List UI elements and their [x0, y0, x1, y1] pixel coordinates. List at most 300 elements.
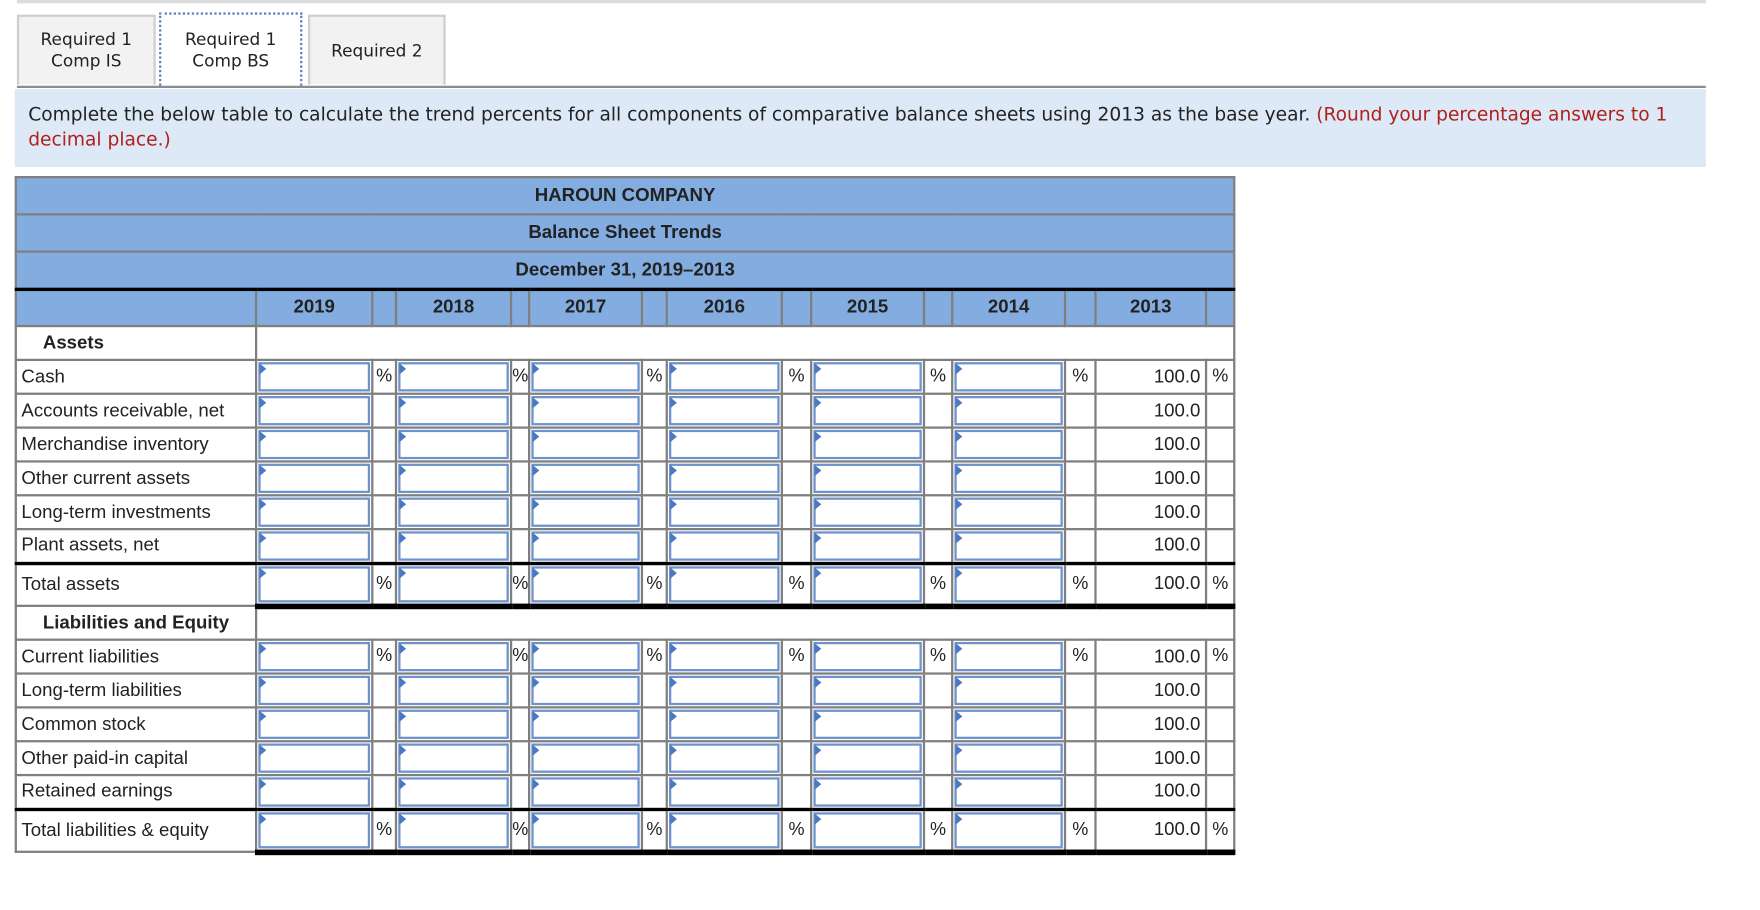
trend-percent-input-2015[interactable] — [813, 362, 921, 391]
trend-cell-2017 — [529, 563, 642, 606]
trend-cell-2019 — [256, 428, 372, 462]
instructions — [15, 89, 1706, 167]
trend-cell-2014 — [952, 495, 1065, 529]
tab-label-line2: Comp IS — [51, 50, 122, 72]
row-label: Total assets — [16, 563, 256, 606]
row-label: Other current assets — [16, 461, 256, 495]
percent-sign — [1065, 529, 1095, 563]
trend-percent-input-2016[interactable] — [669, 430, 780, 459]
percent-sign: % — [642, 563, 667, 606]
percent-sign — [1065, 741, 1095, 775]
percent-sign — [1206, 428, 1234, 462]
trend-percent-input-2016[interactable] — [669, 743, 780, 772]
percent-sign: % — [1206, 809, 1234, 852]
percent-sign: % — [1065, 360, 1095, 394]
trend-cell-2015 — [811, 741, 924, 775]
trend-cell-2015 — [811, 809, 924, 852]
trend-cell-2017 — [529, 741, 642, 775]
tab-required-1-comp-is[interactable] — [17, 15, 156, 85]
year-header-2014: 2014 — [952, 289, 1065, 326]
base-year-value: 100.0 — [1095, 674, 1206, 708]
percent-sign — [782, 741, 811, 775]
trend-cell-2019 — [256, 360, 372, 394]
percent-sign — [372, 529, 396, 563]
trend-cell-2018 — [396, 360, 511, 394]
trend-percent-input-2015[interactable] — [813, 743, 921, 772]
trend-percent-input-2016[interactable] — [669, 676, 780, 705]
statement-title: Balance Sheet Trends — [16, 214, 1235, 251]
trend-cell-2017 — [529, 640, 642, 674]
percent-sign — [782, 394, 811, 428]
trend-percent-input-2017[interactable] — [531, 430, 639, 459]
trend-cell-2017 — [529, 461, 642, 495]
trend-percent-input-2015[interactable] — [813, 566, 921, 602]
trend-percent-input-2017[interactable] — [531, 812, 639, 848]
percent-sign — [1206, 495, 1234, 529]
base-year-value: 100.0 — [1095, 640, 1206, 674]
trend-cell-2016 — [667, 775, 782, 809]
trend-percent-input-2019[interactable] — [258, 743, 370, 772]
trend-percent-input-2014[interactable] — [954, 498, 1062, 527]
trend-percent-input-2018[interactable] — [398, 566, 509, 602]
percent-sign: % — [782, 563, 811, 606]
trend-percent-input-2018[interactable] — [398, 743, 509, 772]
trend-percent-input-2015[interactable] — [813, 498, 921, 527]
trend-cell-2017 — [529, 707, 642, 741]
percent-sign — [642, 394, 667, 428]
trend-percent-input-2019[interactable] — [258, 531, 370, 560]
trend-percent-input-2017[interactable] — [531, 396, 639, 425]
trend-percent-input-2019[interactable] — [258, 566, 370, 602]
percent-sign — [924, 775, 952, 809]
table-row — [16, 640, 1235, 674]
row-label: Plant assets, net — [16, 529, 256, 563]
trend-percent-input-2017[interactable] — [531, 566, 639, 602]
tab-label: Required 2 — [331, 40, 423, 61]
trend-percent-input-2016[interactable] — [669, 777, 780, 806]
trend-cell-2019 — [256, 674, 372, 708]
trend-percent-input-2019[interactable] — [258, 642, 370, 671]
percent-sign — [1206, 674, 1234, 708]
trend-percent-input-2015[interactable] — [813, 676, 921, 705]
trend-cell-2016 — [667, 360, 782, 394]
trend-cell-2014 — [952, 529, 1065, 563]
year-header-2019: 2019 — [256, 289, 372, 326]
trend-cell-2014 — [952, 394, 1065, 428]
percent-sign — [372, 741, 396, 775]
trend-percent-input-2018[interactable] — [398, 777, 509, 806]
trend-percent-input-2017[interactable] — [531, 676, 639, 705]
percent-sign — [1206, 461, 1234, 495]
trend-percent-input-2018[interactable] — [398, 430, 509, 459]
row-label: Retained earnings — [16, 775, 256, 809]
percent-sign — [642, 461, 667, 495]
percent-sign: % — [924, 640, 952, 674]
section-spacer — [256, 326, 1234, 360]
percent-sign — [1065, 707, 1095, 741]
trend-cell-2017 — [529, 809, 642, 852]
trend-cell-2016 — [667, 563, 782, 606]
trend-percent-input-2015[interactable] — [813, 710, 921, 739]
tab-label-line1: Required 1 — [184, 28, 277, 50]
trend-percent-input-2016[interactable] — [669, 812, 780, 848]
base-year-value: 100.0 — [1095, 360, 1206, 394]
percent-sign — [924, 707, 952, 741]
percent-sign — [924, 394, 952, 428]
trend-percent-input-2018[interactable] — [398, 676, 509, 705]
trend-percent-input-2019[interactable] — [258, 498, 370, 527]
percent-sign — [372, 775, 396, 809]
year-header-2016: 2016 — [667, 289, 782, 326]
top-divider — [17, 0, 1706, 3]
percent-sign — [782, 775, 811, 809]
percent-sign — [372, 674, 396, 708]
trend-cell-2015 — [811, 495, 924, 529]
trend-percent-input-2014[interactable] — [954, 812, 1062, 848]
trend-percent-input-2016[interactable] — [669, 566, 780, 602]
percent-sign — [782, 461, 811, 495]
percent-sign — [642, 529, 667, 563]
percent-sign — [1065, 674, 1095, 708]
trend-cell-2019 — [256, 741, 372, 775]
trend-percent-input-2014[interactable] — [954, 430, 1062, 459]
trend-cell-2015 — [811, 775, 924, 809]
tab-underline — [17, 86, 1706, 88]
base-year-value: 100.0 — [1095, 809, 1206, 852]
percent-sign — [924, 461, 952, 495]
percent-sign: % — [1206, 563, 1234, 606]
trend-cell-2019 — [256, 394, 372, 428]
trend-cell-2016 — [667, 674, 782, 708]
trend-percent-input-2016[interactable] — [669, 464, 780, 493]
base-year-value: 100.0 — [1095, 529, 1206, 563]
trend-percent-input-2014[interactable] — [954, 464, 1062, 493]
base-year-value: 100.0 — [1095, 428, 1206, 462]
percent-sign — [511, 428, 529, 462]
tab-label — [41, 29, 132, 72]
pct-header — [1065, 289, 1095, 326]
trend-cell-2019 — [256, 809, 372, 852]
percent-sign — [642, 674, 667, 708]
trend-cell-2014 — [952, 640, 1065, 674]
trend-cell-2019 — [256, 461, 372, 495]
base-year-value: 100.0 — [1095, 563, 1206, 606]
trend-percent-input-2015[interactable] — [813, 777, 921, 806]
trend-cell-2014 — [952, 563, 1065, 606]
trend-percent-input-2018[interactable] — [398, 642, 509, 671]
trend-cell-2014 — [952, 775, 1065, 809]
header-row — [16, 214, 1235, 251]
year-header-row — [16, 289, 1235, 326]
percent-sign: % — [511, 360, 529, 394]
tab-label-line2: Comp BS — [192, 50, 270, 71]
table-row — [16, 461, 1235, 495]
trend-percent-input-2014[interactable] — [954, 777, 1062, 806]
percent-sign — [372, 461, 396, 495]
percent-sign — [1206, 394, 1234, 428]
pct-header — [1206, 289, 1234, 326]
percent-sign: % — [642, 809, 667, 852]
section-heading-row — [16, 326, 1235, 360]
trend-cell-2015 — [811, 674, 924, 708]
pct-header — [642, 289, 667, 326]
table-row — [16, 674, 1235, 708]
percent-sign: % — [511, 809, 529, 852]
row-label: Common stock — [16, 707, 256, 741]
trend-percent-input-2015[interactable] — [813, 531, 921, 560]
trend-percent-input-2014[interactable] — [954, 396, 1062, 425]
section-heading-row — [16, 606, 1235, 640]
percent-sign — [1065, 428, 1095, 462]
percent-sign: % — [1206, 360, 1234, 394]
trend-cell-2017 — [529, 360, 642, 394]
percent-sign — [924, 529, 952, 563]
trend-cell-2018 — [396, 775, 511, 809]
label-header — [16, 289, 256, 326]
base-year-value: 100.0 — [1095, 495, 1206, 529]
trend-percent-input-2019[interactable] — [258, 396, 370, 425]
trend-percent-input-2018[interactable] — [398, 362, 509, 391]
trend-percent-input-2018[interactable] — [398, 531, 509, 560]
percent-sign — [511, 775, 529, 809]
percent-sign — [511, 394, 529, 428]
percent-sign: % — [511, 563, 529, 606]
trend-cell-2016 — [667, 640, 782, 674]
trend-cell-2016 — [667, 495, 782, 529]
row-label: Accounts receivable, net — [16, 394, 256, 428]
tab-label — [185, 29, 276, 72]
percent-sign — [1065, 775, 1095, 809]
trend-cell-2017 — [529, 529, 642, 563]
table-row — [16, 563, 1235, 606]
trend-cell-2015 — [811, 461, 924, 495]
trend-cell-2016 — [667, 428, 782, 462]
percent-sign — [782, 707, 811, 741]
trend-percent-input-2019[interactable] — [258, 777, 370, 806]
percent-sign — [924, 428, 952, 462]
trend-cell-2015 — [811, 707, 924, 741]
trend-percent-input-2017[interactable] — [531, 531, 639, 560]
percent-sign — [642, 428, 667, 462]
trend-percent-input-2017[interactable] — [531, 777, 639, 806]
trend-percent-input-2015[interactable] — [813, 464, 921, 493]
row-label: Total liabilities & equity — [16, 809, 256, 852]
trend-percent-input-2014[interactable] — [954, 362, 1062, 391]
trend-percent-input-2018[interactable] — [398, 710, 509, 739]
percent-sign — [511, 741, 529, 775]
trend-cell-2015 — [811, 529, 924, 563]
percent-sign: % — [782, 809, 811, 852]
trend-cell-2018 — [396, 674, 511, 708]
trend-percent-input-2016[interactable] — [669, 710, 780, 739]
trend-percent-input-2017[interactable] — [531, 743, 639, 772]
pct-header — [782, 289, 811, 326]
pct-header — [372, 289, 396, 326]
tab-required-2[interactable] — [308, 15, 446, 85]
trend-cell-2015 — [811, 360, 924, 394]
trend-cell-2016 — [667, 809, 782, 852]
table-row — [16, 360, 1235, 394]
trend-percent-input-2016[interactable] — [669, 531, 780, 560]
trend-cell-2018 — [396, 394, 511, 428]
table-row — [16, 707, 1235, 741]
trend-percent-input-2016[interactable] — [669, 642, 780, 671]
percent-sign: % — [924, 809, 952, 852]
percent-sign: % — [924, 563, 952, 606]
rounding-note: (Round your percentage answers to 1 decimal place.) — [28, 103, 1668, 151]
percent-sign — [372, 707, 396, 741]
year-header-2013: 2013 — [1095, 289, 1206, 326]
trend-cell-2016 — [667, 741, 782, 775]
trend-percent-input-2017[interactable] — [531, 464, 639, 493]
percent-sign: % — [372, 360, 396, 394]
trend-percent-input-2018[interactable] — [398, 812, 509, 848]
percent-sign: % — [372, 809, 396, 852]
percent-sign: % — [1065, 563, 1095, 606]
trend-cell-2018 — [396, 640, 511, 674]
section-heading: Liabilities and Equity — [16, 606, 256, 640]
trend-cell-2017 — [529, 428, 642, 462]
year-header-2015: 2015 — [811, 289, 924, 326]
trend-cell-2018 — [396, 495, 511, 529]
header-row — [16, 252, 1235, 289]
percent-sign — [1065, 394, 1095, 428]
percent-sign — [782, 529, 811, 563]
table-row — [16, 809, 1235, 852]
trend-cell-2019 — [256, 495, 372, 529]
trend-cell-2018 — [396, 809, 511, 852]
row-label: Current liabilities — [16, 640, 256, 674]
trend-cell-2014 — [952, 360, 1065, 394]
row-label: Cash — [16, 360, 256, 394]
trend-percent-input-2014[interactable] — [954, 642, 1062, 671]
percent-sign — [1206, 707, 1234, 741]
pct-header — [924, 289, 952, 326]
percent-sign — [1206, 741, 1234, 775]
base-year-value: 100.0 — [1095, 461, 1206, 495]
percent-sign — [1065, 461, 1095, 495]
percent-sign — [511, 674, 529, 708]
trend-percent-input-2018[interactable] — [398, 498, 509, 527]
year-header-2018: 2018 — [396, 289, 511, 326]
table-row — [16, 394, 1235, 428]
percent-sign: % — [372, 640, 396, 674]
trend-percent-input-2016[interactable] — [669, 498, 780, 527]
table-row — [16, 741, 1235, 775]
percent-sign — [642, 707, 667, 741]
base-year-value: 100.0 — [1095, 775, 1206, 809]
base-year-value: 100.0 — [1095, 394, 1206, 428]
trend-percent-input-2018[interactable] — [398, 396, 509, 425]
trend-percent-input-2018[interactable] — [398, 464, 509, 493]
balance-sheet-trends-table — [15, 176, 1236, 855]
trend-percent-input-2019[interactable] — [258, 362, 370, 391]
trend-cell-2014 — [952, 461, 1065, 495]
percent-sign: % — [372, 563, 396, 606]
pct-header — [511, 289, 529, 326]
trend-cell-2018 — [396, 428, 511, 462]
percent-sign: % — [782, 640, 811, 674]
trend-cell-2018 — [396, 741, 511, 775]
table-row — [16, 495, 1235, 529]
table-row — [16, 775, 1235, 809]
tab-required-1-comp-bs[interactable] — [159, 12, 302, 85]
percent-sign — [924, 741, 952, 775]
trend-percent-input-2017[interactable] — [531, 498, 639, 527]
year-header-2017: 2017 — [529, 289, 642, 326]
percent-sign — [1206, 529, 1234, 563]
trend-cell-2019 — [256, 707, 372, 741]
trend-cell-2018 — [396, 707, 511, 741]
percent-sign — [372, 495, 396, 529]
trend-cell-2015 — [811, 563, 924, 606]
row-label: Long-term liabilities — [16, 674, 256, 708]
trend-cell-2014 — [952, 809, 1065, 852]
header-row — [16, 177, 1235, 214]
trend-percent-input-2015[interactable] — [813, 812, 921, 848]
trend-percent-input-2014[interactable] — [954, 743, 1062, 772]
percent-sign: % — [1065, 640, 1095, 674]
trend-cell-2015 — [811, 428, 924, 462]
trend-percent-input-2015[interactable] — [813, 642, 921, 671]
trend-percent-input-2019[interactable] — [258, 710, 370, 739]
trend-percent-input-2014[interactable] — [954, 566, 1062, 602]
percent-sign — [782, 674, 811, 708]
trend-cell-2018 — [396, 529, 511, 563]
trend-cell-2017 — [529, 495, 642, 529]
percent-sign — [511, 707, 529, 741]
percent-sign — [642, 495, 667, 529]
trend-percent-input-2017[interactable] — [531, 362, 639, 391]
trend-percent-input-2015[interactable] — [813, 430, 921, 459]
trend-percent-input-2016[interactable] — [669, 396, 780, 425]
trend-cell-2016 — [667, 529, 782, 563]
trend-percent-input-2014[interactable] — [954, 531, 1062, 560]
trend-percent-input-2019[interactable] — [258, 430, 370, 459]
trend-percent-input-2019[interactable] — [258, 676, 370, 705]
company-name: HAROUN COMPANY — [16, 177, 1235, 214]
trend-cell-2014 — [952, 707, 1065, 741]
percent-sign — [924, 674, 952, 708]
trend-cell-2019 — [256, 529, 372, 563]
section-spacer — [256, 606, 1234, 640]
trend-percent-input-2019[interactable] — [258, 464, 370, 493]
percent-sign — [782, 495, 811, 529]
trend-cell-2018 — [396, 461, 511, 495]
percent-sign — [1206, 775, 1234, 809]
table-row — [16, 529, 1235, 563]
trend-percent-input-2017[interactable] — [531, 642, 639, 671]
percent-sign — [511, 495, 529, 529]
trend-cell-2018 — [396, 563, 511, 606]
percent-sign: % — [782, 360, 811, 394]
trend-percent-input-2015[interactable] — [813, 396, 921, 425]
percent-sign — [642, 775, 667, 809]
trend-cell-2014 — [952, 428, 1065, 462]
trend-percent-input-2014[interactable] — [954, 676, 1062, 705]
trend-percent-input-2014[interactable] — [954, 710, 1062, 739]
trend-cell-2015 — [811, 394, 924, 428]
percent-sign — [511, 461, 529, 495]
percent-sign: % — [642, 360, 667, 394]
row-label: Long-term investments — [16, 495, 256, 529]
trend-percent-input-2019[interactable] — [258, 812, 370, 848]
statement-period: December 31, 2019–2013 — [16, 252, 1235, 289]
trend-percent-input-2016[interactable] — [669, 362, 780, 391]
trend-percent-input-2017[interactable] — [531, 710, 639, 739]
percent-sign: % — [642, 640, 667, 674]
row-label: Other paid-in capital — [16, 741, 256, 775]
